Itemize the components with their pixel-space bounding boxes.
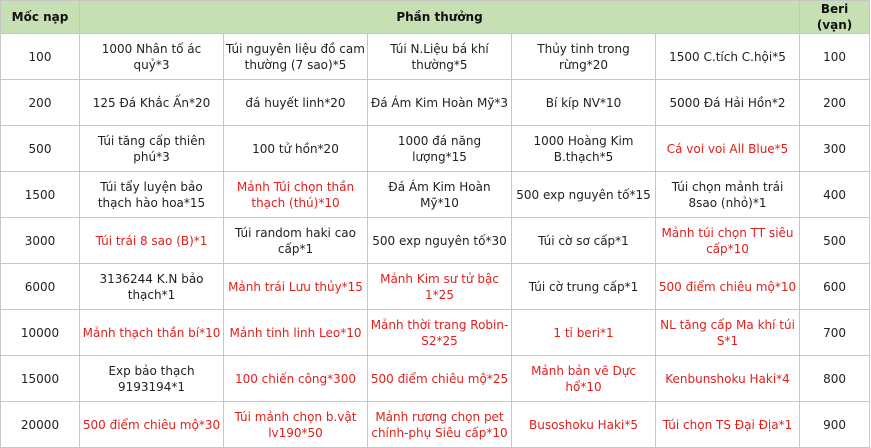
reward-cell: 100 tử hồn*20	[224, 126, 368, 172]
reward-cell: Busoshoku Haki*5	[512, 402, 656, 448]
reward-cell: 1000 đá năng lượng*15	[368, 126, 512, 172]
header-rewards: Phần thưởng	[80, 1, 800, 34]
reward-cell: 100 chiến công*300	[224, 356, 368, 402]
beri-cell: 800	[800, 356, 870, 402]
reward-cell: Mảnh Kim sư tử bậc 1*25	[368, 264, 512, 310]
reward-cell: Cá voi voi All Blue*5	[656, 126, 800, 172]
table-row	[1, 264, 870, 310]
milestone-cell: 100	[1, 34, 80, 80]
reward-cell: Đá Ám Kim Hoàn Mỹ*3	[368, 80, 512, 126]
beri-cell: 400	[800, 172, 870, 218]
reward-cell: Túi nguyên liệu đồ cam thường (7 sao)*5	[224, 34, 368, 80]
reward-cell: Đá Ám Kim Hoàn Mỹ*10	[368, 172, 512, 218]
milestone-cell: 3000	[1, 218, 80, 264]
table-row	[1, 34, 870, 80]
milestone-cell: 1500	[1, 172, 80, 218]
reward-cell: 1 tỉ beri*1	[512, 310, 656, 356]
beri-cell: 500	[800, 218, 870, 264]
beri-cell: 100	[800, 34, 870, 80]
reward-cell: Túi random haki cao cấp*1	[224, 218, 368, 264]
milestone-cell: 6000	[1, 264, 80, 310]
reward-cell: Kenbunshoku Haki*4	[656, 356, 800, 402]
milestone-cell: 500	[1, 126, 80, 172]
reward-cell: Mảnh rương chọn pet chính-phụ Siêu cấp*10	[368, 402, 512, 448]
reward-cell: Túi cờ sơ cấp*1	[512, 218, 656, 264]
reward-cell: đá huyết linh*20	[224, 80, 368, 126]
reward-cell: Mảnh trái Lưu thủy*15	[224, 264, 368, 310]
reward-cell: Bí kíp NV*10	[512, 80, 656, 126]
header-milestone: Mốc nạp	[1, 1, 80, 34]
reward-cell: Túi cờ trung cấp*1	[512, 264, 656, 310]
beri-cell: 900	[800, 402, 870, 448]
reward-cell: 500 exp nguyên tố*30	[368, 218, 512, 264]
reward-cell: 1500 C.tích C.hội*5	[656, 34, 800, 80]
beri-cell: 300	[800, 126, 870, 172]
milestone-cell: 10000	[1, 310, 80, 356]
reward-cell: Mảnh tinh linh Leo*10	[224, 310, 368, 356]
reward-cell: Mảnh Túi chọn thần thạch (thú)*10	[224, 172, 368, 218]
reward-cell: Túi mảnh chọn b.vật lv190*50	[224, 402, 368, 448]
table-row	[1, 126, 870, 172]
reward-cell: Túi chọn mảnh trái 8sao (nhỏ)*1	[656, 172, 800, 218]
reward-cell: Mảnh túi chọn TT siêu cấp*10	[656, 218, 800, 264]
reward-cell: 500 điểm chiêu mộ*25	[368, 356, 512, 402]
reward-cell: Mảnh bản vẽ Dực hổ*10	[512, 356, 656, 402]
reward-cell: Túi tăng cấp thiên phú*3	[80, 126, 224, 172]
reward-cell: Túi trái 8 sao (B)*1	[80, 218, 224, 264]
table-row	[1, 218, 870, 264]
table-row	[1, 356, 870, 402]
reward-cell: 500 exp nguyên tố*15	[512, 172, 656, 218]
beri-cell: 600	[800, 264, 870, 310]
reward-cell: Mảnh thạch thần bí*10	[80, 310, 224, 356]
milestone-cell: 20000	[1, 402, 80, 448]
reward-cell: Túi N.Liệu bá khí thường*5	[368, 34, 512, 80]
reward-cell: 125 Đá Khắc Ấn*20	[80, 80, 224, 126]
reward-cell: 3136244 K.N bảo thạch*1	[80, 264, 224, 310]
table-row	[1, 172, 870, 218]
header-beri: Beri (vạn)	[800, 1, 870, 34]
reward-cell: Túi tẩy luyện bảo thạch hào hoa*15	[80, 172, 224, 218]
table-row	[1, 80, 870, 126]
reward-cell: 1000 Hoàng Kim B.thạch*5	[512, 126, 656, 172]
reward-cell: 500 điểm chiêu mộ*10	[656, 264, 800, 310]
beri-cell: 200	[800, 80, 870, 126]
reward-cell: NL tăng cấp Ma khí túi S*1	[656, 310, 800, 356]
reward-cell: 500 điểm chiêu mộ*30	[80, 402, 224, 448]
beri-cell: 700	[800, 310, 870, 356]
reward-cell: Túi chọn TS Đại Địa*1	[656, 402, 800, 448]
milestone-cell: 200	[1, 80, 80, 126]
milestone-cell: 15000	[1, 356, 80, 402]
table-row	[1, 310, 870, 356]
reward-cell: Thủy tinh trong rừng*20	[512, 34, 656, 80]
reward-cell: 5000 Đá Hải Hồn*2	[656, 80, 800, 126]
header-row	[1, 1, 870, 34]
table-row	[1, 402, 870, 448]
reward-cell: Exp bảo thạch 9193194*1	[80, 356, 224, 402]
reward-cell: Mảnh thời trang Robin-S2*25	[368, 310, 512, 356]
reward-cell: 1000 Nhân tố ác quỷ*3	[80, 34, 224, 80]
